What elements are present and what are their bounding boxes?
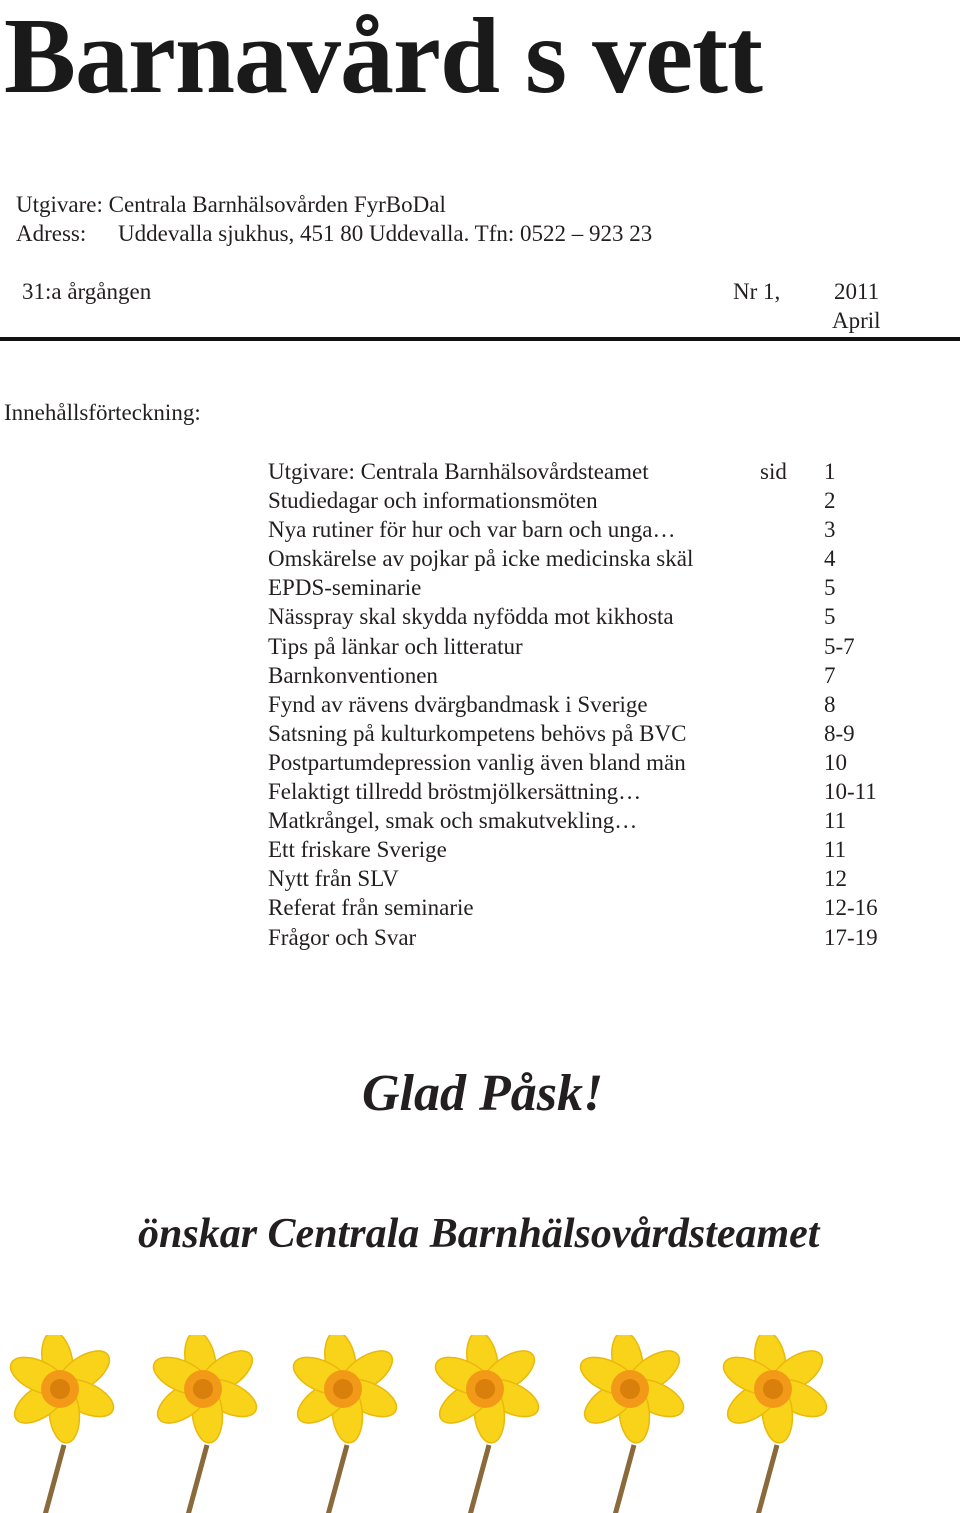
toc-item-title: Tips på länkar och litteratur <box>268 633 523 659</box>
address-line <box>16 219 652 248</box>
toc-row <box>268 661 948 690</box>
toc-item-title: Nya rutiner för hur och var barn och unga… <box>268 517 676 543</box>
toc-heading: Innehållsförteckning: <box>4 400 201 425</box>
toc-item-page: 7 <box>824 662 836 688</box>
toc-item-page: 11 <box>824 808 847 834</box>
toc-item-title: Fynd av rävens dvärgbandmask i Sverige <box>268 691 648 717</box>
daffodil-flower <box>288 1335 402 1513</box>
toc-item-title: Felaktigt tillredd bröstmjölkersättning… <box>268 779 642 805</box>
toc-item-title: Nytt från SLV <box>268 866 399 892</box>
toc-item-title: Ett friskare Sverige <box>268 837 447 863</box>
toc-row <box>268 544 948 573</box>
toc-item-page: 8 <box>824 691 836 717</box>
toc-row <box>268 864 948 893</box>
daffodil-flower <box>5 1335 119 1513</box>
daffodil-flower <box>718 1335 832 1513</box>
address-label: Adress: <box>16 221 87 246</box>
toc-row <box>268 806 948 835</box>
address-value: Uddevalla sjukhus, 451 80 Uddevalla. Tfn: 0522 – 923 23 <box>118 221 653 246</box>
issue-month: April <box>832 308 881 333</box>
header-divider <box>0 337 960 341</box>
volume-label: 31:a årgången <box>22 279 152 304</box>
toc-row <box>268 719 948 748</box>
table-of-contents <box>268 457 948 952</box>
toc-row <box>268 923 948 952</box>
toc-item-page: 10 <box>824 749 847 775</box>
easter-greeting: Glad Påsk! <box>362 1065 604 1122</box>
toc-row <box>268 602 948 631</box>
toc-item-title: Barnkonventionen <box>268 662 438 688</box>
toc-item-title: Satsning på kulturkompetens behövs på BVC <box>268 720 687 746</box>
daffodil-flower <box>148 1335 262 1513</box>
toc-row <box>268 486 948 515</box>
toc-item-page: 5 <box>824 575 836 601</box>
toc-item-page: 5 <box>824 604 836 630</box>
toc-row <box>268 748 948 777</box>
toc-item-page: 3 <box>824 517 836 543</box>
toc-item-page: 1 <box>824 459 836 484</box>
toc-page-label: sid <box>760 459 787 484</box>
toc-item-title: Studiedagar och informationsmöten <box>268 488 598 514</box>
publisher-value: Centrala Barnhälsovården FyrBoDal <box>108 192 446 217</box>
toc-row <box>268 835 948 864</box>
toc-item-title: Nässpray skal skydda nyfödda mot kikhosta <box>268 604 674 630</box>
toc-item-page: 11 <box>824 837 847 863</box>
daffodil-flower <box>575 1335 689 1513</box>
toc-item-title: Frågor och Svar <box>268 924 417 950</box>
toc-item-title: Postpartumdepression vanlig även bland män <box>268 749 686 775</box>
toc-item-page: 12-16 <box>824 895 878 921</box>
toc-row <box>268 690 948 719</box>
toc-item-title: Matkrångel, smak och smakutvekling… <box>268 808 638 834</box>
toc-item-title: Omskärelse av pojkar på icke medicinska skäl <box>268 546 694 572</box>
toc-row <box>268 457 948 486</box>
issue-year: 2011 <box>834 279 880 304</box>
toc-row <box>268 573 948 602</box>
publisher-label: Utgivare: <box>16 192 103 217</box>
toc-item-title: Utgivare: Centrala Barnhälsovårdsteamet <box>268 459 649 484</box>
toc-item-title: Referat från seminarie <box>268 895 474 921</box>
toc-row <box>268 515 948 544</box>
publisher-line <box>16 190 652 219</box>
toc-row <box>268 632 948 661</box>
toc-item-page: 17-19 <box>824 924 878 950</box>
toc-item-page: 2 <box>824 488 836 514</box>
toc-item-page: 5-7 <box>824 633 855 659</box>
toc-item-page: 4 <box>824 546 836 572</box>
toc-item-page: 10-11 <box>824 779 877 805</box>
toc-row <box>268 893 948 922</box>
toc-row <box>268 777 948 806</box>
toc-item-page: 12 <box>824 866 847 892</box>
greeting-sender: önskar Centrala Barnhälsovårdsteamet <box>138 1211 820 1257</box>
issue-number: Nr 1, <box>733 279 781 304</box>
daffodil-flower <box>430 1335 544 1513</box>
toc-item-page: 8-9 <box>824 720 855 746</box>
daffodil-row <box>0 1335 960 1513</box>
newsletter-title: Barnavård s vett <box>4 0 762 116</box>
publisher-info <box>16 190 652 248</box>
toc-item-title: EPDS-seminarie <box>268 575 422 601</box>
